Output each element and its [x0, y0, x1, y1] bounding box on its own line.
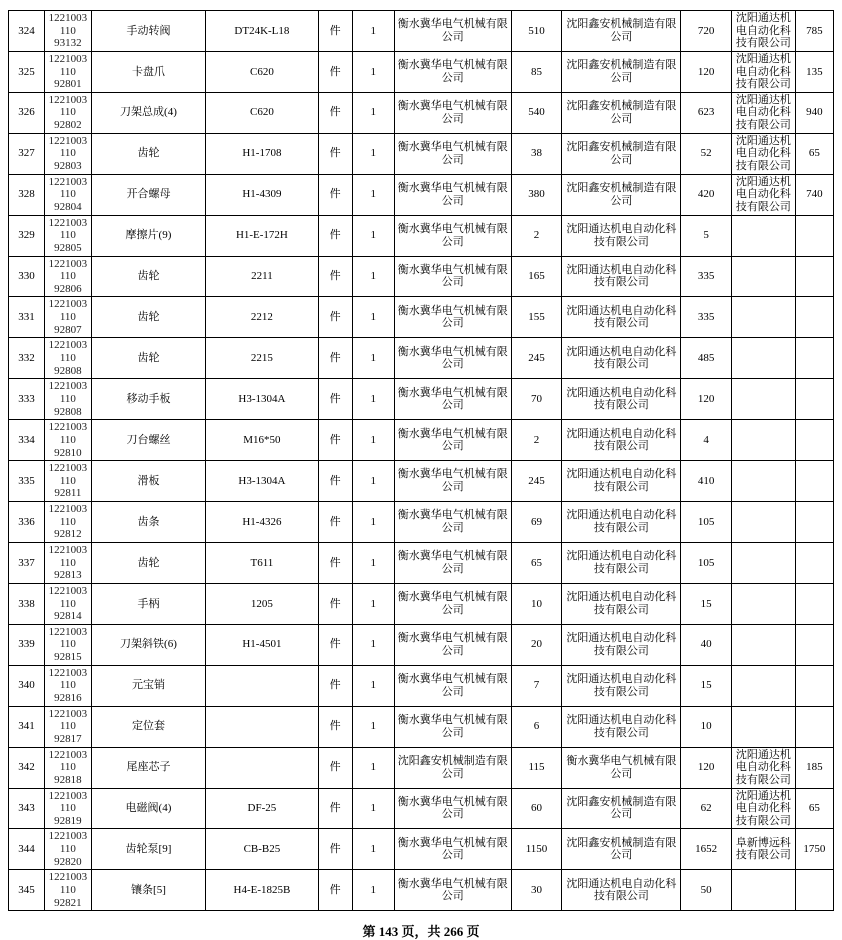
owner-value: 380 [511, 174, 562, 215]
material-code: 1221003110 93132 [45, 11, 92, 52]
owner-company: 衡水冀华电气机械有限公司 [394, 92, 511, 133]
buyer-value: 335 [681, 297, 732, 338]
buyer-value: 335 [681, 256, 732, 297]
item-name: 摩擦片(9) [91, 215, 206, 256]
item-quantity: 1 [352, 420, 394, 461]
buyer-company: 沈阳通达机电自动化科技有限公司 [562, 215, 681, 256]
owner-value: 38 [511, 133, 562, 174]
buyer-company: 沈阳通达机电自动化科技有限公司 [562, 624, 681, 665]
table-row [9, 788, 834, 829]
owner-value: 60 [511, 788, 562, 829]
item-unit: 件 [318, 215, 352, 256]
extra-company [732, 624, 796, 665]
page-footer: 第 143 页，共 266 页 [362, 924, 480, 940]
item-spec: H1-4501 [206, 624, 318, 665]
material-code: 1221003110 92812 [45, 502, 92, 543]
row-index: 336 [9, 502, 45, 543]
row-index: 345 [9, 870, 45, 911]
row-index: 337 [9, 542, 45, 583]
table-row [9, 379, 834, 420]
item-spec: H4-E-1825B [206, 870, 318, 911]
buyer-value: 15 [681, 665, 732, 706]
owner-company: 衡水冀华电气机械有限公司 [394, 420, 511, 461]
item-unit: 件 [318, 542, 352, 583]
item-name: 开合螺母 [91, 174, 206, 215]
table-row [9, 92, 834, 133]
item-quantity: 1 [352, 297, 394, 338]
inventory-table [8, 10, 834, 911]
extra-value [795, 870, 833, 911]
item-spec: DT24K-L18 [206, 11, 318, 52]
material-code: 1221003110 92821 [45, 870, 92, 911]
item-name: 齿轮 [91, 338, 206, 379]
item-unit: 件 [318, 665, 352, 706]
material-code: 1221003110 92819 [45, 788, 92, 829]
extra-company [732, 583, 796, 624]
owner-company: 沈阳鑫安机械制造有限公司 [394, 747, 511, 788]
table-row [9, 706, 834, 747]
item-quantity: 1 [352, 174, 394, 215]
extra-company: 沈阳通达机电自动化科技有限公司 [732, 788, 796, 829]
item-spec: H1-4326 [206, 502, 318, 543]
extra-company: 沈阳通达机电自动化科技有限公司 [732, 133, 796, 174]
table-row [9, 747, 834, 788]
row-index: 327 [9, 133, 45, 174]
owner-value: 165 [511, 256, 562, 297]
item-quantity: 1 [352, 788, 394, 829]
material-code: 1221003110 92802 [45, 92, 92, 133]
table-row [9, 256, 834, 297]
extra-company [732, 297, 796, 338]
item-quantity: 1 [352, 256, 394, 297]
item-unit: 件 [318, 420, 352, 461]
item-name: 齿轮 [91, 256, 206, 297]
extra-value [795, 583, 833, 624]
item-name: 手柄 [91, 583, 206, 624]
item-spec [206, 747, 318, 788]
extra-company: 沈阳通达机电自动化科技有限公司 [732, 11, 796, 52]
extra-value [795, 420, 833, 461]
extra-value: 65 [795, 788, 833, 829]
extra-company [732, 338, 796, 379]
table-row [9, 502, 834, 543]
item-quantity: 1 [352, 624, 394, 665]
item-unit: 件 [318, 829, 352, 870]
owner-value: 245 [511, 338, 562, 379]
table-row [9, 542, 834, 583]
extra-value: 1750 [795, 829, 833, 870]
material-code: 1221003110 92808 [45, 379, 92, 420]
table-row [9, 624, 834, 665]
table-row [9, 297, 834, 338]
item-spec: C620 [206, 92, 318, 133]
material-code: 1221003110 92811 [45, 461, 92, 502]
material-code: 1221003110 92814 [45, 583, 92, 624]
owner-value: 2 [511, 420, 562, 461]
item-name: 齿轮 [91, 133, 206, 174]
item-name: 手动转阀 [91, 11, 206, 52]
table-row [9, 870, 834, 911]
buyer-value: 10 [681, 706, 732, 747]
buyer-value: 1652 [681, 829, 732, 870]
table-row [9, 51, 834, 92]
extra-company: 沈阳通达机电自动化科技有限公司 [732, 51, 796, 92]
owner-company: 衡水冀华电气机械有限公司 [394, 788, 511, 829]
row-index: 340 [9, 665, 45, 706]
item-quantity: 1 [352, 51, 394, 92]
extra-company [732, 256, 796, 297]
owner-company: 衡水冀华电气机械有限公司 [394, 215, 511, 256]
owner-value: 2 [511, 215, 562, 256]
item-quantity: 1 [352, 338, 394, 379]
owner-value: 70 [511, 379, 562, 420]
material-code: 1221003110 92804 [45, 174, 92, 215]
owner-company: 衡水冀华电气机械有限公司 [394, 542, 511, 583]
item-unit: 件 [318, 502, 352, 543]
buyer-company: 沈阳通达机电自动化科技有限公司 [562, 542, 681, 583]
item-spec: 1205 [206, 583, 318, 624]
buyer-company: 沈阳通达机电自动化科技有限公司 [562, 706, 681, 747]
material-code: 1221003110 92818 [45, 747, 92, 788]
row-index: 338 [9, 583, 45, 624]
buyer-value: 720 [681, 11, 732, 52]
owner-company: 衡水冀华电气机械有限公司 [394, 706, 511, 747]
table-row [9, 829, 834, 870]
item-quantity: 1 [352, 829, 394, 870]
owner-company: 衡水冀华电气机械有限公司 [394, 174, 511, 215]
table-row [9, 133, 834, 174]
row-index: 324 [9, 11, 45, 52]
item-quantity: 1 [352, 133, 394, 174]
material-code: 1221003110 92803 [45, 133, 92, 174]
buyer-company: 沈阳通达机电自动化科技有限公司 [562, 379, 681, 420]
buyer-value: 410 [681, 461, 732, 502]
owner-company: 衡水冀华电气机械有限公司 [394, 338, 511, 379]
extra-value [795, 542, 833, 583]
row-index: 326 [9, 92, 45, 133]
extra-value: 185 [795, 747, 833, 788]
buyer-company: 沈阳通达机电自动化科技有限公司 [562, 870, 681, 911]
buyer-value: 105 [681, 542, 732, 583]
table-row [9, 583, 834, 624]
extra-company: 沈阳通达机电自动化科技有限公司 [732, 747, 796, 788]
row-index: 329 [9, 215, 45, 256]
item-quantity: 1 [352, 665, 394, 706]
item-unit: 件 [318, 583, 352, 624]
buyer-value: 120 [681, 51, 732, 92]
extra-company [732, 502, 796, 543]
item-spec: C620 [206, 51, 318, 92]
item-unit: 件 [318, 133, 352, 174]
material-code: 1221003110 92801 [45, 51, 92, 92]
buyer-company: 沈阳通达机电自动化科技有限公司 [562, 461, 681, 502]
item-spec: H1-E-172H [206, 215, 318, 256]
owner-value: 30 [511, 870, 562, 911]
table-row [9, 174, 834, 215]
owner-company: 衡水冀华电气机械有限公司 [394, 11, 511, 52]
material-code: 1221003110 92813 [45, 542, 92, 583]
buyer-value: 485 [681, 338, 732, 379]
item-name: 定位套 [91, 706, 206, 747]
owner-value: 20 [511, 624, 562, 665]
item-quantity: 1 [352, 747, 394, 788]
extra-company: 沈阳通达机电自动化科技有限公司 [732, 174, 796, 215]
owner-value: 510 [511, 11, 562, 52]
item-name: 元宝销 [91, 665, 206, 706]
row-index: 342 [9, 747, 45, 788]
item-name: 齿轮 [91, 542, 206, 583]
row-index: 332 [9, 338, 45, 379]
item-unit: 件 [318, 174, 352, 215]
item-unit: 件 [318, 747, 352, 788]
extra-company [732, 870, 796, 911]
row-index: 339 [9, 624, 45, 665]
item-unit: 件 [318, 624, 352, 665]
item-unit: 件 [318, 706, 352, 747]
extra-value [795, 215, 833, 256]
owner-company: 衡水冀华电气机械有限公司 [394, 502, 511, 543]
buyer-company: 沈阳鑫安机械制造有限公司 [562, 92, 681, 133]
item-spec: H3-1304A [206, 379, 318, 420]
extra-company [732, 215, 796, 256]
buyer-company: 沈阳通达机电自动化科技有限公司 [562, 583, 681, 624]
extra-value: 740 [795, 174, 833, 215]
item-name: 移动手板 [91, 379, 206, 420]
buyer-value: 52 [681, 133, 732, 174]
buyer-company: 沈阳通达机电自动化科技有限公司 [562, 665, 681, 706]
material-code: 1221003110 92807 [45, 297, 92, 338]
owner-value: 10 [511, 583, 562, 624]
item-unit: 件 [318, 92, 352, 133]
owner-company: 衡水冀华电气机械有限公司 [394, 297, 511, 338]
extra-value: 940 [795, 92, 833, 133]
material-code: 1221003110 92810 [45, 420, 92, 461]
item-quantity: 1 [352, 870, 394, 911]
buyer-company: 沈阳鑫安机械制造有限公司 [562, 11, 681, 52]
item-unit: 件 [318, 788, 352, 829]
item-spec: 2212 [206, 297, 318, 338]
owner-value: 6 [511, 706, 562, 747]
item-quantity: 1 [352, 583, 394, 624]
owner-value: 245 [511, 461, 562, 502]
buyer-company: 衡水冀华电气机械有限公司 [562, 747, 681, 788]
item-spec: T611 [206, 542, 318, 583]
table-body [9, 11, 834, 911]
item-name: 刀架总成(4) [91, 92, 206, 133]
buyer-value: 105 [681, 502, 732, 543]
buyer-company: 沈阳通达机电自动化科技有限公司 [562, 256, 681, 297]
buyer-company: 沈阳通达机电自动化科技有限公司 [562, 297, 681, 338]
item-quantity: 1 [352, 92, 394, 133]
item-spec: DF-25 [206, 788, 318, 829]
item-spec: 2211 [206, 256, 318, 297]
row-index: 343 [9, 788, 45, 829]
owner-company: 衡水冀华电气机械有限公司 [394, 870, 511, 911]
material-code: 1221003110 92820 [45, 829, 92, 870]
owner-company: 衡水冀华电气机械有限公司 [394, 461, 511, 502]
buyer-value: 420 [681, 174, 732, 215]
item-spec: H3-1304A [206, 461, 318, 502]
owner-company: 衡水冀华电气机械有限公司 [394, 665, 511, 706]
item-unit: 件 [318, 379, 352, 420]
item-name: 尾座芯子 [91, 747, 206, 788]
owner-value: 115 [511, 747, 562, 788]
item-unit: 件 [318, 870, 352, 911]
buyer-value: 4 [681, 420, 732, 461]
item-quantity: 1 [352, 706, 394, 747]
owner-value: 65 [511, 542, 562, 583]
material-code: 1221003110 92815 [45, 624, 92, 665]
owner-company: 衡水冀华电气机械有限公司 [394, 583, 511, 624]
extra-company [732, 665, 796, 706]
owner-value: 85 [511, 51, 562, 92]
extra-value: 785 [795, 11, 833, 52]
buyer-value: 15 [681, 583, 732, 624]
owner-company: 衡水冀华电气机械有限公司 [394, 379, 511, 420]
item-unit: 件 [318, 51, 352, 92]
buyer-value: 120 [681, 379, 732, 420]
table-row [9, 420, 834, 461]
item-name: 刀架斜铁(6) [91, 624, 206, 665]
buyer-company: 沈阳通达机电自动化科技有限公司 [562, 338, 681, 379]
owner-company: 衡水冀华电气机械有限公司 [394, 51, 511, 92]
owner-value: 540 [511, 92, 562, 133]
item-quantity: 1 [352, 11, 394, 52]
table-row [9, 665, 834, 706]
buyer-company: 沈阳鑫安机械制造有限公司 [562, 51, 681, 92]
extra-company [732, 461, 796, 502]
item-quantity: 1 [352, 542, 394, 583]
item-quantity: 1 [352, 502, 394, 543]
item-name: 镶条[5] [91, 870, 206, 911]
owner-value: 1150 [511, 829, 562, 870]
buyer-company: 沈阳通达机电自动化科技有限公司 [562, 420, 681, 461]
owner-value: 7 [511, 665, 562, 706]
item-name: 刀台螺丝 [91, 420, 206, 461]
row-index: 331 [9, 297, 45, 338]
item-unit: 件 [318, 338, 352, 379]
owner-company: 衡水冀华电气机械有限公司 [394, 624, 511, 665]
extra-company [732, 542, 796, 583]
buyer-company: 沈阳鑫安机械制造有限公司 [562, 133, 681, 174]
buyer-value: 62 [681, 788, 732, 829]
buyer-value: 5 [681, 215, 732, 256]
extra-value [795, 665, 833, 706]
extra-company [732, 706, 796, 747]
item-spec: H1-4309 [206, 174, 318, 215]
material-code: 1221003110 92805 [45, 215, 92, 256]
extra-value [795, 379, 833, 420]
extra-value: 65 [795, 133, 833, 174]
item-quantity: 1 [352, 379, 394, 420]
extra-value: 135 [795, 51, 833, 92]
extra-company [732, 379, 796, 420]
item-spec [206, 706, 318, 747]
table-row [9, 215, 834, 256]
item-name: 齿轮泵[9] [91, 829, 206, 870]
item-spec: M16*50 [206, 420, 318, 461]
buyer-company: 沈阳通达机电自动化科技有限公司 [562, 502, 681, 543]
table-row [9, 461, 834, 502]
row-index: 335 [9, 461, 45, 502]
buyer-value: 120 [681, 747, 732, 788]
extra-company: 沈阳通达机电自动化科技有限公司 [732, 92, 796, 133]
row-index: 341 [9, 706, 45, 747]
material-code: 1221003110 92816 [45, 665, 92, 706]
row-index: 333 [9, 379, 45, 420]
material-code: 1221003110 92806 [45, 256, 92, 297]
extra-value [795, 461, 833, 502]
extra-value [795, 297, 833, 338]
item-name: 卡盘爪 [91, 51, 206, 92]
item-name: 电磁阀(4) [91, 788, 206, 829]
row-index: 334 [9, 420, 45, 461]
material-code: 1221003110 92817 [45, 706, 92, 747]
buyer-company: 沈阳鑫安机械制造有限公司 [562, 829, 681, 870]
extra-value [795, 706, 833, 747]
extra-value [795, 256, 833, 297]
item-unit: 件 [318, 461, 352, 502]
buyer-company: 沈阳鑫安机械制造有限公司 [562, 174, 681, 215]
row-index: 330 [9, 256, 45, 297]
buyer-value: 50 [681, 870, 732, 911]
item-name: 齿轮 [91, 297, 206, 338]
row-index: 325 [9, 51, 45, 92]
material-code: 1221003110 92808 [45, 338, 92, 379]
item-name: 滑板 [91, 461, 206, 502]
buyer-value: 623 [681, 92, 732, 133]
item-unit: 件 [318, 256, 352, 297]
extra-value [795, 624, 833, 665]
table-row [9, 11, 834, 52]
item-quantity: 1 [352, 461, 394, 502]
owner-value: 69 [511, 502, 562, 543]
item-name: 齿条 [91, 502, 206, 543]
extra-value [795, 502, 833, 543]
extra-company: 阜新博远科技有限公司 [732, 829, 796, 870]
owner-company: 衡水冀华电气机械有限公司 [394, 133, 511, 174]
buyer-value: 40 [681, 624, 732, 665]
table-row [9, 338, 834, 379]
owner-company: 衡水冀华电气机械有限公司 [394, 256, 511, 297]
item-quantity: 1 [352, 215, 394, 256]
item-unit: 件 [318, 11, 352, 52]
owner-company: 衡水冀华电气机械有限公司 [394, 829, 511, 870]
row-index: 344 [9, 829, 45, 870]
extra-company [732, 420, 796, 461]
item-unit: 件 [318, 297, 352, 338]
buyer-company: 沈阳鑫安机械制造有限公司 [562, 788, 681, 829]
owner-value: 155 [511, 297, 562, 338]
extra-value [795, 338, 833, 379]
item-spec: 2215 [206, 338, 318, 379]
item-spec: CB-B25 [206, 829, 318, 870]
item-spec: H1-1708 [206, 133, 318, 174]
item-spec [206, 665, 318, 706]
row-index: 328 [9, 174, 45, 215]
